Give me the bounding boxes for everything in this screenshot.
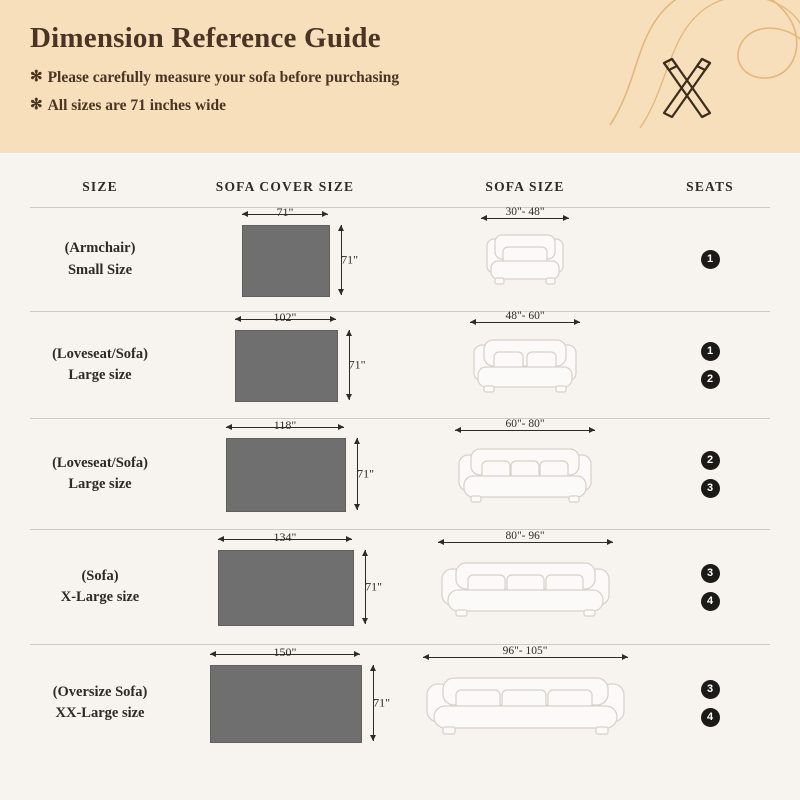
sofa-size-graphic — [400, 645, 650, 761]
sofa-size-graphic — [400, 312, 650, 418]
page-title: Dimension Reference Guide — [30, 22, 381, 54]
table-row — [30, 419, 770, 530]
size-line-2: X-Large size — [60, 589, 140, 605]
loveseat-icon — [470, 329, 580, 401]
cover-height-label: 71" — [348, 357, 366, 372]
row-size-label — [30, 645, 170, 761]
sofa-width-arrow — [470, 322, 580, 323]
sofa-size-graphic — [400, 530, 650, 644]
size-line-2: Large size — [68, 367, 132, 383]
armchair-icon — [481, 225, 569, 295]
cover-size-graphic — [170, 419, 400, 529]
column-header-size: SIZE — [82, 179, 118, 194]
row-size-label — [30, 312, 170, 418]
cover-width-label: 118" — [273, 418, 297, 432]
sofa-width-arrow — [438, 542, 613, 543]
cover-width-label: 102" — [273, 310, 297, 324]
cover-height-label: 71" — [341, 252, 358, 266]
seat-count-badge: 3 — [701, 479, 720, 498]
sofa-size-graphic — [400, 419, 650, 529]
size-line-1: (Armchair) — [64, 240, 136, 257]
cover-width-label: 71" — [276, 204, 294, 219]
cover-swatch — [210, 665, 362, 743]
seat-count-badge: 4 — [701, 708, 720, 727]
sofa-size-graphic — [400, 205, 650, 311]
table-row — [30, 530, 770, 645]
sofa-icon — [455, 437, 595, 511]
sofa-size-label: 80"- 96" — [505, 530, 545, 542]
cover-height-label: 71" — [373, 695, 390, 710]
cover-width-label: 150" — [273, 645, 297, 659]
size-line-1: (Loveseat/Sofa) — [52, 454, 148, 471]
seats-cell — [650, 312, 770, 418]
table-row — [30, 645, 770, 761]
size-line-2: XX-Large size — [55, 705, 145, 721]
header-note-2-text: All sizes are 71 inches wide — [47, 97, 226, 114]
seat-count-badge: 2 — [701, 370, 720, 389]
row-size-label — [30, 419, 170, 529]
sofa-width-arrow — [481, 218, 569, 219]
cover-swatch — [242, 225, 330, 297]
sofa-width-arrow — [423, 657, 628, 658]
seats-cell — [650, 208, 770, 311]
cover-swatch — [218, 550, 354, 626]
oversize-sofa-icon — [423, 664, 628, 742]
seat-count-badge: 3 — [701, 680, 720, 699]
size-line-1: (Sofa) — [81, 567, 119, 584]
column-header-sofa-size: SOFA SIZE — [485, 179, 565, 194]
cover-width-label: 134" — [273, 530, 297, 544]
large-sofa-icon — [438, 549, 613, 625]
crossed-pencils-icon — [652, 55, 722, 125]
table-header-row — [30, 167, 770, 208]
size-line-1: (Loveseat/Sofa) — [52, 345, 148, 362]
seat-count-badge: 1 — [701, 342, 720, 361]
size-line-2: Large size — [68, 476, 132, 492]
column-header-sofa-cover-size: SOFA COVER SIZE — [215, 179, 355, 194]
header-banner — [0, 0, 800, 153]
asterisk-icon: ✻ — [30, 69, 43, 85]
row-size-label — [30, 530, 170, 644]
seat-count-badge: 1 — [701, 250, 720, 269]
sofa-size-label: 96"- 105" — [502, 645, 548, 657]
cover-size-graphic — [170, 530, 400, 644]
sofa-size-label: 30"- 48" — [505, 205, 545, 218]
seats-cell — [650, 530, 770, 644]
seat-count-badge: 2 — [701, 451, 720, 470]
cover-height-label: 71" — [357, 466, 374, 481]
column-header-seats: SEATS — [686, 179, 734, 194]
cover-swatch — [226, 438, 346, 512]
sofa-size-label: 60"- 80" — [505, 418, 545, 430]
seats-cell — [650, 645, 770, 761]
sofa-size-label: 48"- 60" — [505, 310, 545, 322]
cover-size-graphic — [170, 312, 400, 418]
cover-size-graphic — [170, 645, 400, 761]
seat-count-badge: 4 — [701, 592, 720, 611]
sofa-width-arrow — [455, 430, 595, 431]
seat-count-badge: 3 — [701, 564, 720, 583]
size-line-1: (Oversize Sofa) — [52, 683, 148, 700]
table-row — [30, 204, 770, 312]
size-line-2: Small Size — [67, 261, 133, 278]
cover-swatch — [235, 330, 338, 402]
header-note-1-text: Please carefully measure your sofa before purchasing — [47, 69, 400, 86]
row-size-label — [30, 208, 170, 311]
cover-size-graphic — [170, 204, 400, 311]
seats-cell — [650, 419, 770, 529]
table-row — [30, 312, 770, 419]
dimension-table — [30, 167, 770, 761]
cover-height-label: 71" — [365, 579, 382, 594]
asterisk-icon: ✻ — [30, 97, 43, 113]
